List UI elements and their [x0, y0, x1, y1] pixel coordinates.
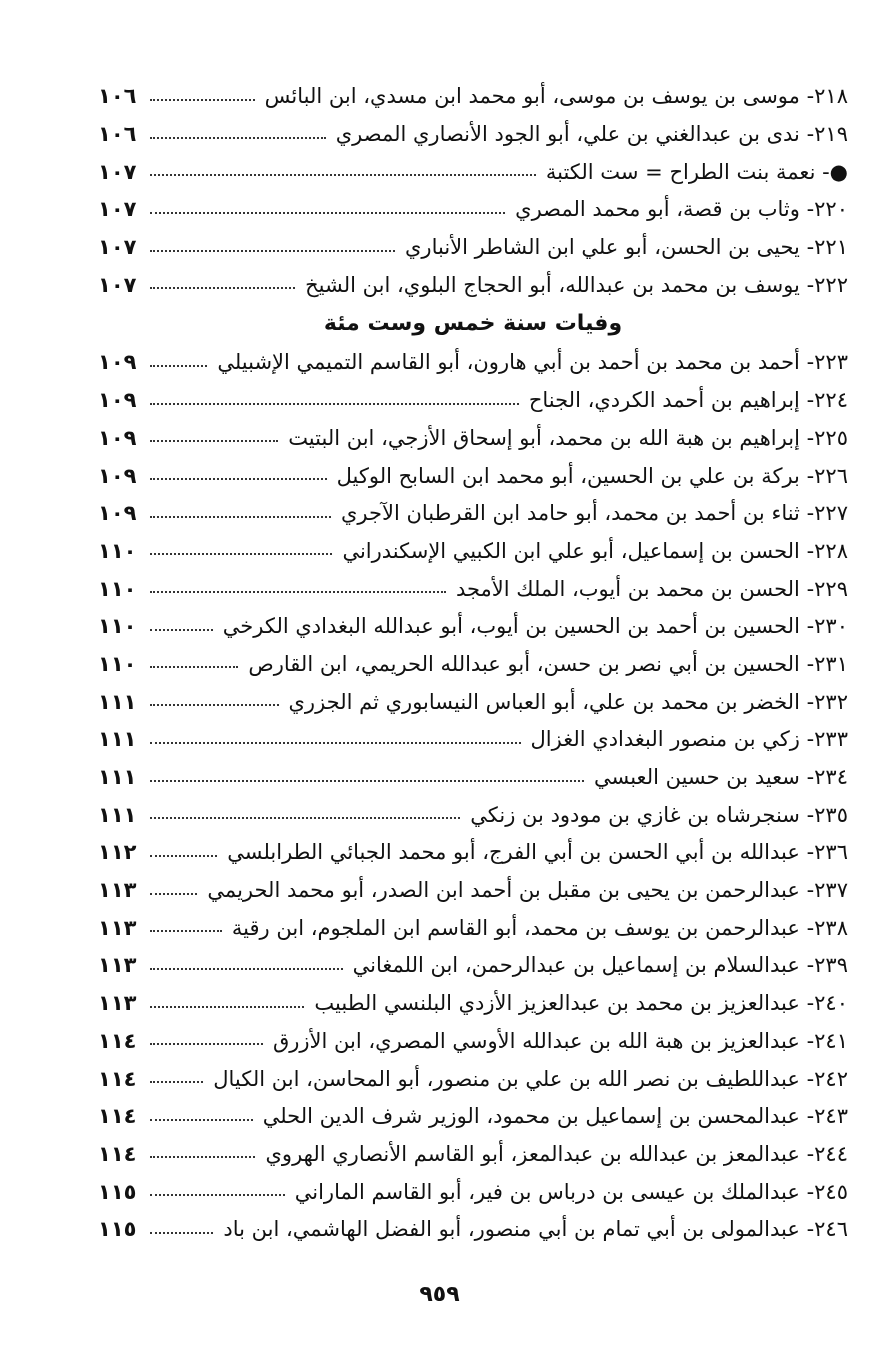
- entry-page-number: ١١٤: [98, 1141, 137, 1166]
- toc-entry: [98, 872, 848, 910]
- entry-title: ٢٣٣- زكي بن منصور البغدادي الغزال: [530, 727, 848, 752]
- entry-title: ٢٢١- يحيى بن الحسن، أبو علي ابن الشاطر الأنباري: [405, 235, 848, 260]
- toc-entry: [98, 947, 848, 985]
- entry-page-number: ١١٣: [98, 878, 137, 903]
- dot-leader: [150, 440, 278, 442]
- entry-title: ٢٢٠- وثاب بن قصة، أبو محمد المصري: [515, 197, 848, 222]
- entry-page-number: ١٠٧: [98, 159, 137, 184]
- entry-page-number: ١١٠: [98, 614, 137, 639]
- entry-page-number: ١١١: [98, 765, 137, 790]
- entry-title: ٢٤٥- عبدالملك بن عيسى بن درباس بن فير، أبو القاسم الماراني: [294, 1179, 848, 1204]
- entry-title: ٢١٩- ندى بن عبدالغني بن علي، أبو الجود الأنصاري المصري: [335, 122, 848, 147]
- entry-title: ٢٣٥- سنجرشاه بن غازي بن مودود بن زنكي: [470, 802, 848, 827]
- entry-page-number: ١١٠: [98, 651, 137, 676]
- dot-leader: [150, 893, 197, 895]
- toc-entry: [98, 191, 848, 229]
- dot-leader: [150, 742, 521, 744]
- entry-page-number: ١٠٦: [98, 84, 137, 109]
- entry-title: ٢٢٩- الحسن بن محمد بن أيوب، الملك الأمجد: [455, 576, 848, 601]
- toc-entry: [98, 533, 848, 571]
- table-of-contents: [98, 78, 848, 1249]
- entry-title: ٢٣٠- الحسين بن أحمد بن الحسين بن أيوب، أبو عبدالله البغدادي الكرخي: [222, 614, 848, 639]
- entry-title: ٢٣١- الحسين بن أبي نصر بن حسن، أبو عبدالله الحريمي، ابن القارص: [248, 651, 848, 676]
- entry-title: ٢٣٤- سعيد بن حسين العبسي: [593, 765, 848, 790]
- entry-page-number: ١٠٩: [98, 463, 137, 488]
- entry-title: ٢٣٩- عبدالسلام بن إسماعيل بن عبدالرحمن، ابن اللمغاني: [352, 953, 848, 978]
- toc-entry: [98, 495, 848, 533]
- dot-leader: [150, 516, 331, 518]
- toc-entry: [98, 909, 848, 947]
- entry-page-number: ١١١: [98, 727, 137, 752]
- toc-entry: [98, 420, 848, 458]
- dot-leader: [150, 629, 213, 631]
- entry-page-number: ١١٢: [98, 840, 137, 865]
- dot-leader: [150, 930, 222, 932]
- dot-leader: [150, 553, 332, 555]
- dot-leader: [150, 137, 326, 139]
- dot-leader: [150, 478, 327, 480]
- entry-page-number: ١١٤: [98, 1066, 137, 1091]
- dot-leader: [150, 968, 343, 970]
- entry-title: ٢٤٠- عبدالعزيز بن محمد بن عبدالعزيز الأزدي البلنسي الطبيب: [314, 991, 848, 1016]
- entry-title: ٢٣٦- عبدالله بن أبي الحسن بن أبي الفرج، أبو محمد الجبائي الطرابلسي: [227, 840, 848, 865]
- toc-entry: [98, 759, 848, 797]
- toc-entry: [98, 229, 848, 267]
- dot-leader: [150, 99, 255, 101]
- dot-leader: [150, 591, 446, 593]
- entry-title: ٢١٨- موسى بن يوسف بن موسى، أبو محمد ابن مسدي، ابن البائس: [264, 84, 848, 109]
- dot-leader: [150, 817, 460, 819]
- page-number: ٩٥٩: [419, 1282, 460, 1307]
- entry-page-number: ١١٥: [98, 1179, 137, 1204]
- entry-title: ٢٢٢- يوسف بن محمد بن عبدالله، أبو الحجاج البلوي، ابن الشيخ: [305, 272, 848, 297]
- dot-leader: [150, 287, 295, 289]
- entry-page-number: ١١٣: [98, 953, 137, 978]
- entry-title: ٢٤٦- عبدالمولى بن أبي تمام بن أبي منصور، أبو الفضل الهاشمي، ابن باد: [223, 1217, 848, 1242]
- dot-leader: [150, 1232, 213, 1234]
- toc-entry: [98, 570, 848, 608]
- entry-page-number: ١١٣: [98, 915, 137, 940]
- toc-entry: [98, 266, 848, 304]
- toc-entry: [98, 116, 848, 154]
- toc-entry: [98, 834, 848, 872]
- entry-page-number: ١٠٧: [98, 197, 137, 222]
- toc-entry: [98, 683, 848, 721]
- dot-leader: [150, 1081, 203, 1083]
- dot-leader: [150, 1006, 304, 1008]
- entry-title: ٢٤٤- عبدالمعز بن عبدالله بن عبدالمعز، أبو القاسم الأنصاري الهروي: [265, 1141, 848, 1166]
- toc-entry: [98, 1023, 848, 1061]
- entry-title: ٢٢٦- بركة بن علي بن الحسين، أبو محمد ابن السابح الوكيل: [336, 463, 848, 488]
- entry-page-number: ١١٠: [98, 576, 137, 601]
- entry-page-number: ١١١: [98, 689, 137, 714]
- toc-entry: [98, 1173, 848, 1211]
- entry-title: ٢٤٢- عبداللطيف بن نصر الله بن علي بن منصور، أبو المحاسن، ابن الكيال: [213, 1066, 848, 1091]
- entry-title: ٢٣٢- الخضر بن محمد بن علي، أبو العباس النيسابوري ثم الجزري: [288, 689, 848, 714]
- entry-page-number: ١١٤: [98, 1028, 137, 1053]
- entry-page-number: ١٠٩: [98, 388, 137, 413]
- entry-page-number: ١٠٩: [98, 350, 137, 375]
- entry-page-number: ١١٥: [98, 1217, 137, 1242]
- entry-page-number: ١١٠: [98, 538, 137, 563]
- section-heading: وفيات سنة خمس وست مئة: [323, 311, 623, 337]
- dot-leader: [150, 403, 519, 405]
- toc-entry: [98, 646, 848, 684]
- dot-leader: [150, 212, 505, 214]
- entry-title: ٢٤١- عبدالعزيز بن هبة الله بن عبدالله الأوسي المصري، ابن الأزرق: [272, 1028, 848, 1053]
- toc-entry: [98, 1098, 848, 1136]
- entry-title: ٢٣٨- عبدالرحمن بن يوسف بن محمد، أبو القاسم ابن الملجوم، ابن رقية: [231, 915, 848, 940]
- toc-entry: [98, 153, 848, 191]
- entry-title: ٢٢٣- أحمد بن محمد بن أحمد بن أبي هارون، أبو القاسم التميمي الإشبيلي: [217, 350, 848, 375]
- entry-title: ٢٣٧- عبدالرحمن بن يحيى بن مقبل بن أحمد ابن الصدر، أبو محمد الحريمي: [207, 878, 848, 903]
- toc-entry: [98, 608, 848, 646]
- dot-leader: [150, 1119, 253, 1121]
- entry-page-number: ١٠٧: [98, 235, 137, 260]
- toc-entry: [98, 985, 848, 1023]
- entry-title: ٢٢٨- الحسن بن إسماعيل، أبو علي ابن الكبيي الإسكندراني: [342, 538, 848, 563]
- dot-leader: [150, 1043, 263, 1045]
- dot-leader: [150, 666, 238, 668]
- entry-title: ٢٢٤- إبراهيم بن أحمد الكردي، الجناح: [528, 388, 848, 413]
- toc-entry: [98, 1060, 848, 1098]
- entry-page-number: ١١٤: [98, 1104, 137, 1129]
- dot-leader: [150, 780, 584, 782]
- toc-entry: [98, 1136, 848, 1174]
- toc-entry: [98, 796, 848, 834]
- entry-page-number: ١٠٧: [98, 272, 137, 297]
- dot-leader: [150, 704, 279, 706]
- dot-leader: [150, 250, 395, 252]
- entry-title: ٢٢٥- إبراهيم بن هبة الله بن محمد، أبو إسحاق الأزجي، ابن البتيت: [288, 425, 848, 450]
- entry-page-number: ١٠٦: [98, 122, 137, 147]
- entry-title: ٢٢٧- ثناء بن أحمد بن محمد، أبو حامد ابن القرطبان الآجري: [341, 501, 848, 526]
- toc-entry: [98, 382, 848, 420]
- entry-page-number: ١٠٩: [98, 501, 137, 526]
- toc-entry: [98, 457, 848, 495]
- entry-page-number: ١١٣: [98, 991, 137, 1016]
- toc-entry: [98, 344, 848, 382]
- dot-leader: [150, 174, 536, 176]
- entry-title: ●- نعمة بنت الطراح = ست الكتبة: [545, 159, 848, 184]
- dot-leader: [150, 1156, 255, 1158]
- dot-leader: [150, 855, 217, 857]
- toc-entry: [98, 1211, 848, 1249]
- dot-leader: [150, 365, 207, 367]
- entry-page-number: ١٠٩: [98, 425, 137, 450]
- toc-entry: [98, 721, 848, 759]
- entry-title: ٢٤٣- عبدالمحسن بن إسماعيل بن محمود، الوزير شرف الدين الحلي: [262, 1104, 848, 1129]
- dot-leader: [150, 1194, 285, 1196]
- toc-entry: [98, 78, 848, 116]
- entry-page-number: ١١١: [98, 802, 137, 827]
